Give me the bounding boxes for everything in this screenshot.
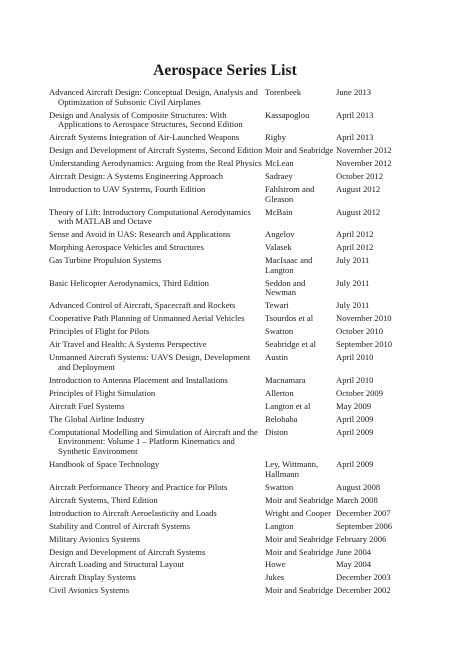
book-author: Seddon and Newman bbox=[265, 277, 306, 298]
book-author: Wright and Cooper bbox=[265, 507, 332, 518]
book-author: Sadraey bbox=[265, 171, 293, 182]
book-title: Introduction to UAV Systems, Fourth Edition bbox=[49, 184, 206, 195]
list-item bbox=[49, 230, 429, 240]
book-date: March 2008 bbox=[336, 494, 378, 505]
list-item bbox=[49, 111, 429, 130]
book-title: Advanced Control of Aircraft, Spacecraft and Rockets bbox=[49, 300, 236, 311]
book-title: Handbook of Space Technology bbox=[49, 459, 160, 469]
book-title: Sense and Avoid in UAS: Research and Applications bbox=[49, 229, 231, 240]
book-author: McLean bbox=[265, 158, 294, 169]
list-item bbox=[49, 522, 429, 532]
book-title: Stability and Control of Aircraft Systems bbox=[49, 520, 191, 531]
book-title: Aircraft Design: A Systems Engineering Approach bbox=[49, 171, 223, 182]
book-author: Diston bbox=[265, 426, 288, 437]
book-title: Design and Development of Aircraft Systems bbox=[49, 546, 206, 557]
book-title: Aircraft Display Systems bbox=[49, 572, 136, 583]
list-item bbox=[49, 376, 429, 386]
book-date: July 2011 bbox=[336, 255, 370, 266]
book-title: Unmanned Aircraft Systems: UAVS Design, Development and Deployment bbox=[49, 352, 251, 372]
book-title: Introduction to Antenna Placement and Installations bbox=[49, 374, 228, 385]
book-title: Aircraft Loading and Structural Layout bbox=[49, 559, 185, 570]
book-title: Aircraft Fuel Systems bbox=[49, 400, 125, 411]
book-date: May 2009 bbox=[336, 400, 372, 411]
book-date: May 2004 bbox=[336, 559, 372, 570]
book-author: Ley, Wittmann, Hallmann bbox=[265, 459, 319, 479]
book-author: Angelov bbox=[265, 229, 295, 240]
book-author: Kassapoglou bbox=[265, 109, 310, 120]
book-author: MacIsaac and Langton bbox=[265, 255, 313, 275]
book-title: The Global Airline Industry bbox=[49, 413, 145, 424]
book-author: Moir and Seabridge bbox=[265, 585, 334, 596]
list-item bbox=[49, 279, 429, 298]
book-title: Civil Avionics Systems bbox=[49, 585, 130, 596]
list-item bbox=[49, 314, 429, 324]
book-date: April 2012 bbox=[336, 242, 374, 253]
book-author: Austin bbox=[265, 352, 288, 363]
list-item bbox=[49, 402, 429, 412]
book-author: Valasek bbox=[265, 242, 292, 253]
book-author: Torenbeek bbox=[265, 87, 302, 97]
book-title: Principles of Flight Simulation bbox=[49, 387, 156, 398]
book-title: Aircraft Systems Integration of Air-Launched Weapons bbox=[49, 132, 240, 143]
book-date: July 2011 bbox=[336, 277, 370, 288]
book-date: December 2003 bbox=[336, 572, 391, 583]
page-title: Aerospace Series List bbox=[153, 62, 297, 79]
list-item bbox=[49, 509, 429, 519]
list-item bbox=[49, 172, 429, 182]
book-author: Allerton bbox=[265, 387, 294, 398]
list-item bbox=[49, 133, 429, 143]
book-date: October 2012 bbox=[336, 171, 384, 182]
book-date: October 2009 bbox=[336, 387, 384, 398]
book-date: September 2006 bbox=[336, 520, 393, 531]
book-author: Jukes bbox=[265, 572, 285, 583]
book-date: November 2012 bbox=[336, 158, 392, 169]
book-title: Military Avionics Systems bbox=[49, 533, 141, 544]
list-item bbox=[49, 586, 429, 596]
list-item bbox=[49, 496, 429, 506]
book-date: April 2012 bbox=[336, 229, 374, 240]
book-author: Moir and Seabridge bbox=[265, 533, 334, 544]
book-author: Langton bbox=[265, 520, 294, 531]
list-item bbox=[49, 340, 429, 350]
book-author: Rigby bbox=[265, 132, 287, 143]
book-date: April 2013 bbox=[336, 132, 374, 143]
book-date: August 2012 bbox=[336, 184, 381, 195]
list-item bbox=[49, 548, 429, 558]
book-title: Air Travel and Health: A Systems Perspective bbox=[49, 339, 207, 350]
book-title: Advanced Aircraft Design: Conceptual Design, Analysis and Optimization of Subsonic Civil Airplanes bbox=[49, 87, 258, 107]
book-title: Basic Helicopter Aerodynamics, Third Edition bbox=[49, 277, 209, 288]
book-title: Aircraft Systems, Third Edition bbox=[49, 494, 158, 505]
book-author: Tsourdos et al bbox=[265, 313, 314, 324]
list-item bbox=[49, 185, 429, 204]
list-item bbox=[49, 327, 429, 337]
book-date: September 2010 bbox=[336, 339, 393, 350]
book-date: August 2008 bbox=[336, 481, 381, 492]
book-author: Moir and Seabridge bbox=[265, 145, 334, 156]
book-title: Morphing Aerospace Vehicles and Structures bbox=[49, 242, 204, 253]
book-author: Fahlstrom and Gleason bbox=[265, 184, 315, 204]
book-date: October 2010 bbox=[336, 326, 384, 337]
book-title: Introduction to Aircraft Aeroelasticity and Loads bbox=[49, 507, 217, 518]
book-date: December 2002 bbox=[336, 585, 391, 596]
book-title: Computational Modelling and Simulation of Aircraft and the Environment: Volume 1 – Platform Kinematics and Synthetic Environment bbox=[49, 426, 258, 457]
book-author: Tewari bbox=[265, 300, 289, 311]
list-item bbox=[49, 460, 429, 479]
book-date: June 2004 bbox=[336, 546, 372, 557]
list-item bbox=[49, 535, 429, 545]
list-item bbox=[49, 159, 429, 169]
book-title: Cooperative Path Planning of Unmanned Aerial Vehicles bbox=[49, 313, 245, 324]
book-date: April 2013 bbox=[336, 109, 374, 120]
book-date: July 2011 bbox=[336, 300, 370, 311]
book-author: Moir and Seabridge bbox=[265, 546, 334, 557]
book-title: Design and Development of Aircraft Systems, Second Edition bbox=[49, 145, 263, 156]
list-item bbox=[49, 88, 429, 107]
book-author: Moir and Seabridge bbox=[265, 494, 334, 505]
list-item bbox=[49, 560, 429, 570]
book-title: Principles of Flight for Pilots bbox=[49, 326, 150, 337]
list-item bbox=[49, 243, 429, 253]
book-date: April 2009 bbox=[336, 413, 374, 424]
list-item bbox=[49, 301, 429, 311]
list-item bbox=[49, 146, 429, 156]
book-author: Macnamara bbox=[265, 374, 306, 385]
list-item bbox=[49, 353, 429, 372]
book-author: Seabridge et al bbox=[265, 339, 317, 350]
list-item bbox=[49, 256, 429, 275]
book-date: November 2010 bbox=[336, 313, 392, 324]
book-date: June 2013 bbox=[336, 87, 372, 97]
book-date: February 2006 bbox=[336, 533, 387, 544]
book-author: Swatton bbox=[265, 326, 294, 337]
book-title: Design and Analysis of Composite Structures: With Applications to Aerospace Structures, Second Edition bbox=[49, 109, 243, 130]
list-item bbox=[49, 483, 429, 493]
series-list bbox=[49, 88, 429, 599]
list-item bbox=[49, 415, 429, 425]
book-date: April 2009 bbox=[336, 426, 374, 437]
list-item bbox=[49, 428, 429, 457]
list-item bbox=[49, 389, 429, 399]
book-date: August 2012 bbox=[336, 206, 381, 217]
book-title: Gas Turbine Propulsion Systems bbox=[49, 255, 162, 266]
book-author: Langton et al bbox=[265, 400, 311, 411]
book-author: Belobaba bbox=[265, 413, 298, 424]
book-author: McBain bbox=[265, 206, 293, 217]
list-item bbox=[49, 208, 429, 227]
book-date: April 2009 bbox=[336, 459, 374, 469]
book-title: Theory of Lift: Introductory Computational Aerodynamics with MATLAB and Octave bbox=[49, 206, 251, 227]
book-author: Swatton bbox=[265, 481, 294, 492]
book-author: Howe bbox=[265, 559, 286, 570]
book-title: Understanding Aerodynamics: Arguing from the Real Physics bbox=[49, 158, 262, 169]
book-date: December 2007 bbox=[336, 507, 391, 518]
book-date: April 2010 bbox=[336, 374, 374, 385]
book-title: Aircraft Performance Theory and Practice for Pilots bbox=[49, 481, 228, 492]
book-date: April 2010 bbox=[336, 352, 374, 363]
list-item bbox=[49, 573, 429, 583]
book-date: November 2012 bbox=[336, 145, 392, 156]
